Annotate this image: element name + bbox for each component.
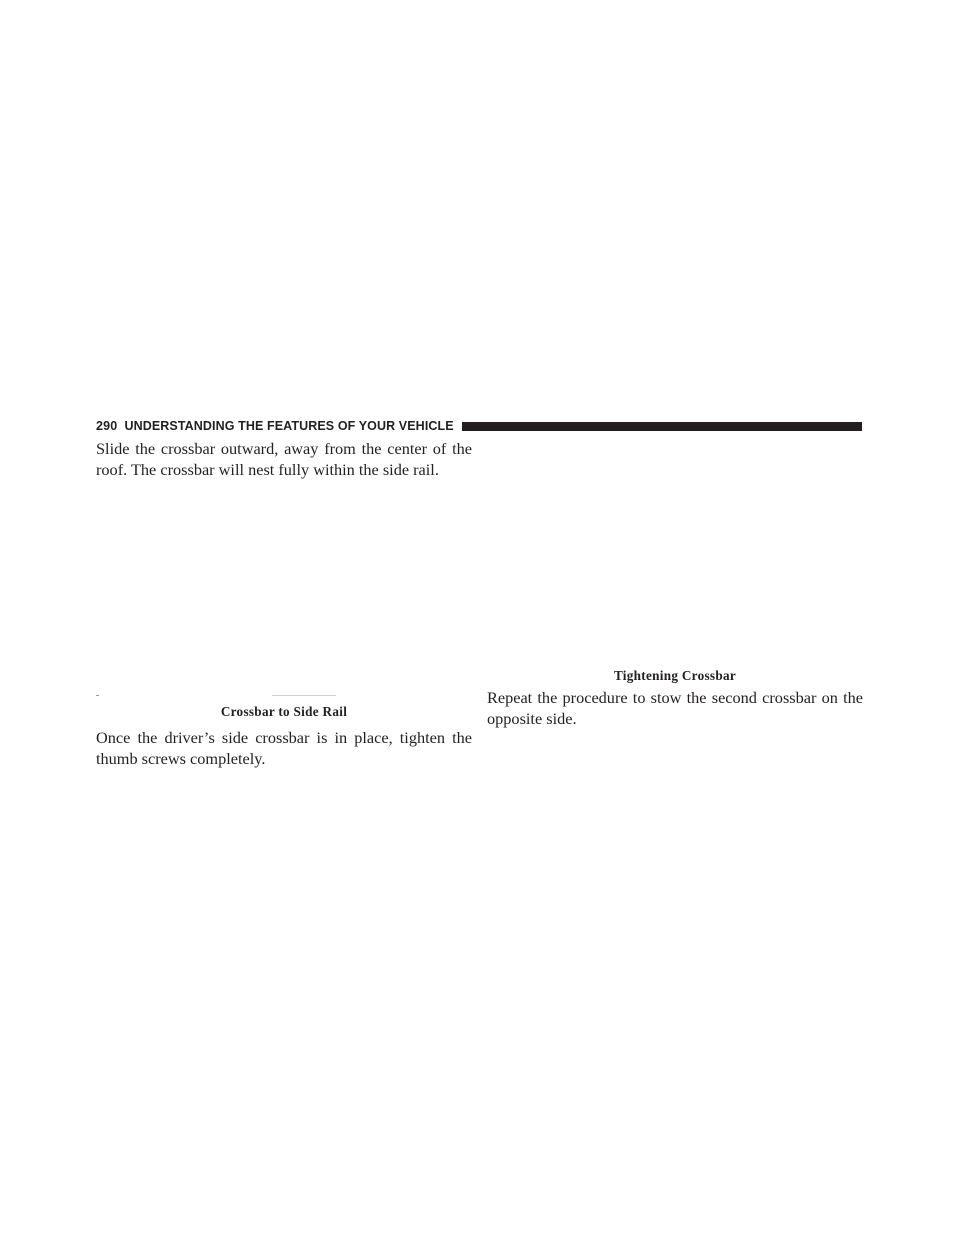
right-column-bottom <box>487 687 863 729</box>
page-number: 290 <box>96 419 118 433</box>
figure-artifact <box>96 695 99 696</box>
paragraph-repeat-procedure: Repeat the procedure to stow the second crossbar on the opposite side. <box>487 688 863 728</box>
figure-edge-line <box>272 695 336 696</box>
page-header <box>96 418 862 434</box>
paragraph-tighten-thumb-screws: Once the driver’s side crossbar is in place, tighten the thumb screws completely. <box>96 728 472 768</box>
header-rule <box>462 422 862 431</box>
paragraph-slide-crossbar: Slide the crossbar outward, away from the center of the roof. The crossbar will nest fully within the side rail. <box>96 439 472 479</box>
left-column-top <box>96 438 472 480</box>
figure-crossbar-to-side-rail <box>96 490 472 696</box>
left-column-bottom <box>96 727 472 769</box>
caption-tightening-crossbar: Tightening Crossbar <box>613 668 737 683</box>
figure-tightening-crossbar <box>487 438 863 662</box>
section-title: UNDERSTANDING THE FEATURES OF YOUR VEHICLE <box>124 419 454 433</box>
caption-crossbar-to-side-rail: Crossbar to Side Rail <box>220 704 348 719</box>
